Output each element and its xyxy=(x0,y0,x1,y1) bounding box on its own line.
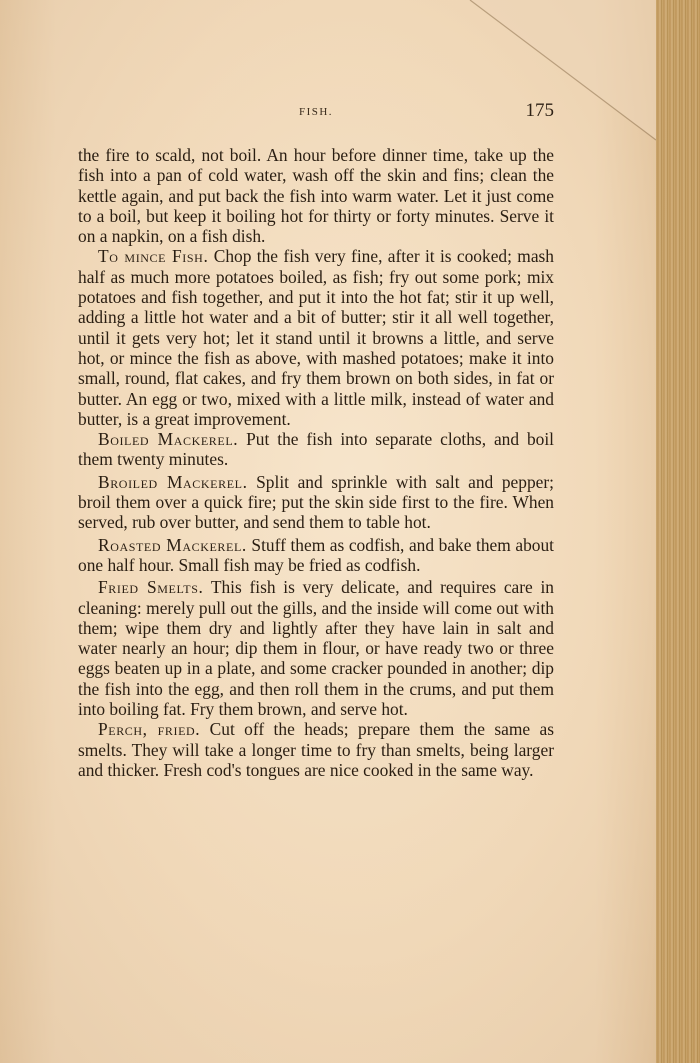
paragraph xyxy=(78,429,554,470)
recipe-heading: To mince Fish. xyxy=(98,246,209,267)
paragraph-text: Cut off the heads; prepare them the same as smelts. They will take a longer time to fry than smelts, being larger and thicker. Fresh cod's tongues are nice cooked in the same way. xyxy=(78,719,554,780)
recipe-heading: Broiled Mackerel. xyxy=(98,471,248,492)
paragraph xyxy=(78,145,554,246)
paragraph-text: Stuff them as codfish, and bake them about one half hour. Small fish may be fried as codfish. xyxy=(78,534,554,575)
paragraph-text: Chop the fish very fine, after it is cooked; mash half as much more potatoes boiled, as fish; fry out some pork; mix potatoes and fish together, and put it into the hot fat; stir it up well, adding a little hot water and a bit of butter; stir it all well together, until it gets very hot; let it stand until it browns a little, and serve hot, or mince the fish as above, with mashed potatoes; make it into small, round, flat cakes, and fry them brown on both sides, in fat or butter. An egg or two, mixed with a little milk, instead of water and butter, is a great improvement. xyxy=(78,246,554,429)
page-edge xyxy=(656,0,700,1063)
page-number: 175 xyxy=(525,100,554,121)
paragraph-text: Split and sprinkle with salt and pepper; broil them over a quick fire; put the skin side first to the fire. When served, rub over butter, and send them to table hot. xyxy=(78,471,554,533)
page-body xyxy=(78,145,554,780)
running-head: FISH. xyxy=(298,106,334,118)
paragraph xyxy=(78,719,554,780)
paragraph-text: This fish is very delicate, and requires care in cleaning: merely pull out the gills, and the inside will come out with them; wipe them dry and lightly after they have lain in salt and water nearly an hour; dip them in flour, or have ready two or three eggs beaten up in a plate, and some cracker pounded in another; dip the fish into the egg, and then roll them in the crums, and put them into boiling fat. Fry them brown, and serve hot. xyxy=(78,577,554,720)
recipe-heading: Fried Smelts. xyxy=(98,577,204,598)
paragraph xyxy=(78,246,554,429)
recipe-heading: Roasted Mackerel. xyxy=(98,534,247,555)
paragraph xyxy=(78,535,554,576)
paragraph xyxy=(78,472,554,533)
page-header xyxy=(78,100,554,134)
paragraph xyxy=(78,577,554,719)
paragraph-text: Put the fish into separate cloths, and boil them twenty minutes. xyxy=(78,429,554,470)
recipe-heading: Perch, fried. xyxy=(98,719,201,740)
paragraph-text: the fire to scald, not boil. An hour before dinner time, take up the fish into a pan of cold water, wash off the skin and fins; clean the kettle again, and put back the fish into warm water. Let it just come to a boil, but keep it boiling hot for thirty or forty minutes. Serve it on a napkin, on a fish dish. xyxy=(78,145,554,247)
recipe-heading: Boiled Mackerel. xyxy=(98,429,239,450)
